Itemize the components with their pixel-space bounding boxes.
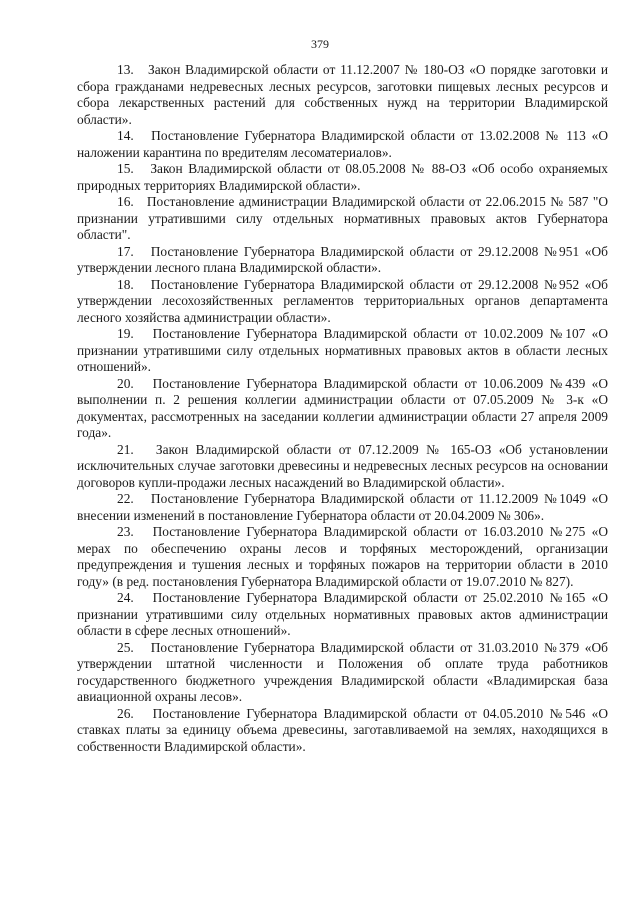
list-item-15: 15. Закон Владимирской области от 08.05.2008 № 88-ОЗ «Об особо охраняемых природных территориях Владимирской области». [77,161,608,193]
list-item-17: 17. Постановление Губернатора Владимирской области от 29.12.2008 №951 «Об утверждении лесного плана Владимирской области». [77,243,608,275]
list-item-24: 24. Постановление Губернатора Владимирской области от 25.02.2010 №165 «О признании утратившими силу отдельных нормативных правовых актов администрации области в сфере лесных отношений». [77,590,608,638]
list-item-19: 19. Постановление Губернатора Владимирской области от 10.02.2009 №107 «О признании утратившими силу отдельных нормативных правовых актов в области лесных отношений». [77,326,608,374]
list-item-20: 20. Постановление Губернатора Владимирской области от 10.06.2009 №439 «О выполнении п. 2 решения коллегии администрации области от 07.05.2009 № 3-к «О документах, рассмотренных на заседании коллегии администрации области 27 апреля 2009 года». [77,375,608,440]
list-item-14: 14. Постановление Губернатора Владимирской области от 13.02.2008 № 113 «О наложении карантина по вредителям лесоматериалов». [77,128,608,160]
list-item-16: 16. Постановление администрации Владимирской области от 22.06.2015 № 587 "О признании утратившими силу отдельных нормативных правовых актов Губернатора области". [77,194,608,242]
list-item-23: 23. Постановление Губернатора Владимирской области от 16.03.2010 №275 «О мерах по обеспечению охраны лесов и торфяных месторождений, организации предупреждения и тушения лесных и торфяных пожаров на территории области в 2010 году» (в ред. постановления Губернатора Владимирской области от 19.07.2010 № 827). [77,524,608,589]
list-item-18: 18. Постановление Губернатора Владимирской области от 29.12.2008 №952 «Об утверждении лесохозяйственных регламентов территориальных органов департамента лесного хозяйства администрации области». [77,276,608,325]
list-item-25: 25. Постановление Губернатора Владимирской области от 31.03.2010 №379 «Об утверждении штатной численности и Положения об оплате труда работников государственного бюджетного учреждения Владимирской области «Владимирская база авиационной охраны лесов». [77,639,608,704]
list-item-21: 21. Закон Владимирской области от 07.12.2009 № 165-ОЗ «Об установлении исключительных случае заготовки древесины и недревесных лесных ресурсов на основании договоров купли-продажи лесных насаждений во Владимирской области». [77,441,608,490]
list-item-26: 26. Постановление Губернатора Владимирской области от 04.05.2010 №546 «О ставках платы за единицу объема древесины, заготавливаемой на землях, находящихся в собственности Владимирской области». [77,705,608,754]
list-item-22: 22. Постановление Губернатора Владимирской области от 11.12.2009 №1049 «О внесении изменений в постановление Губернатора области от 20.04.2009 № 306». [77,491,608,523]
document-body [77,62,608,755]
list-item-13: 13. Закон Владимирской области от 11.12.2007 № 180-ОЗ «О порядке заготовки и сбора гражданами недревесных лесных ресурсов, заготовки пищевых лесных ресурсов и сбора лекарственных растений для собственных нужд на территории Владимирской области». [77,62,608,127]
page-number: 379 [311,37,329,51]
